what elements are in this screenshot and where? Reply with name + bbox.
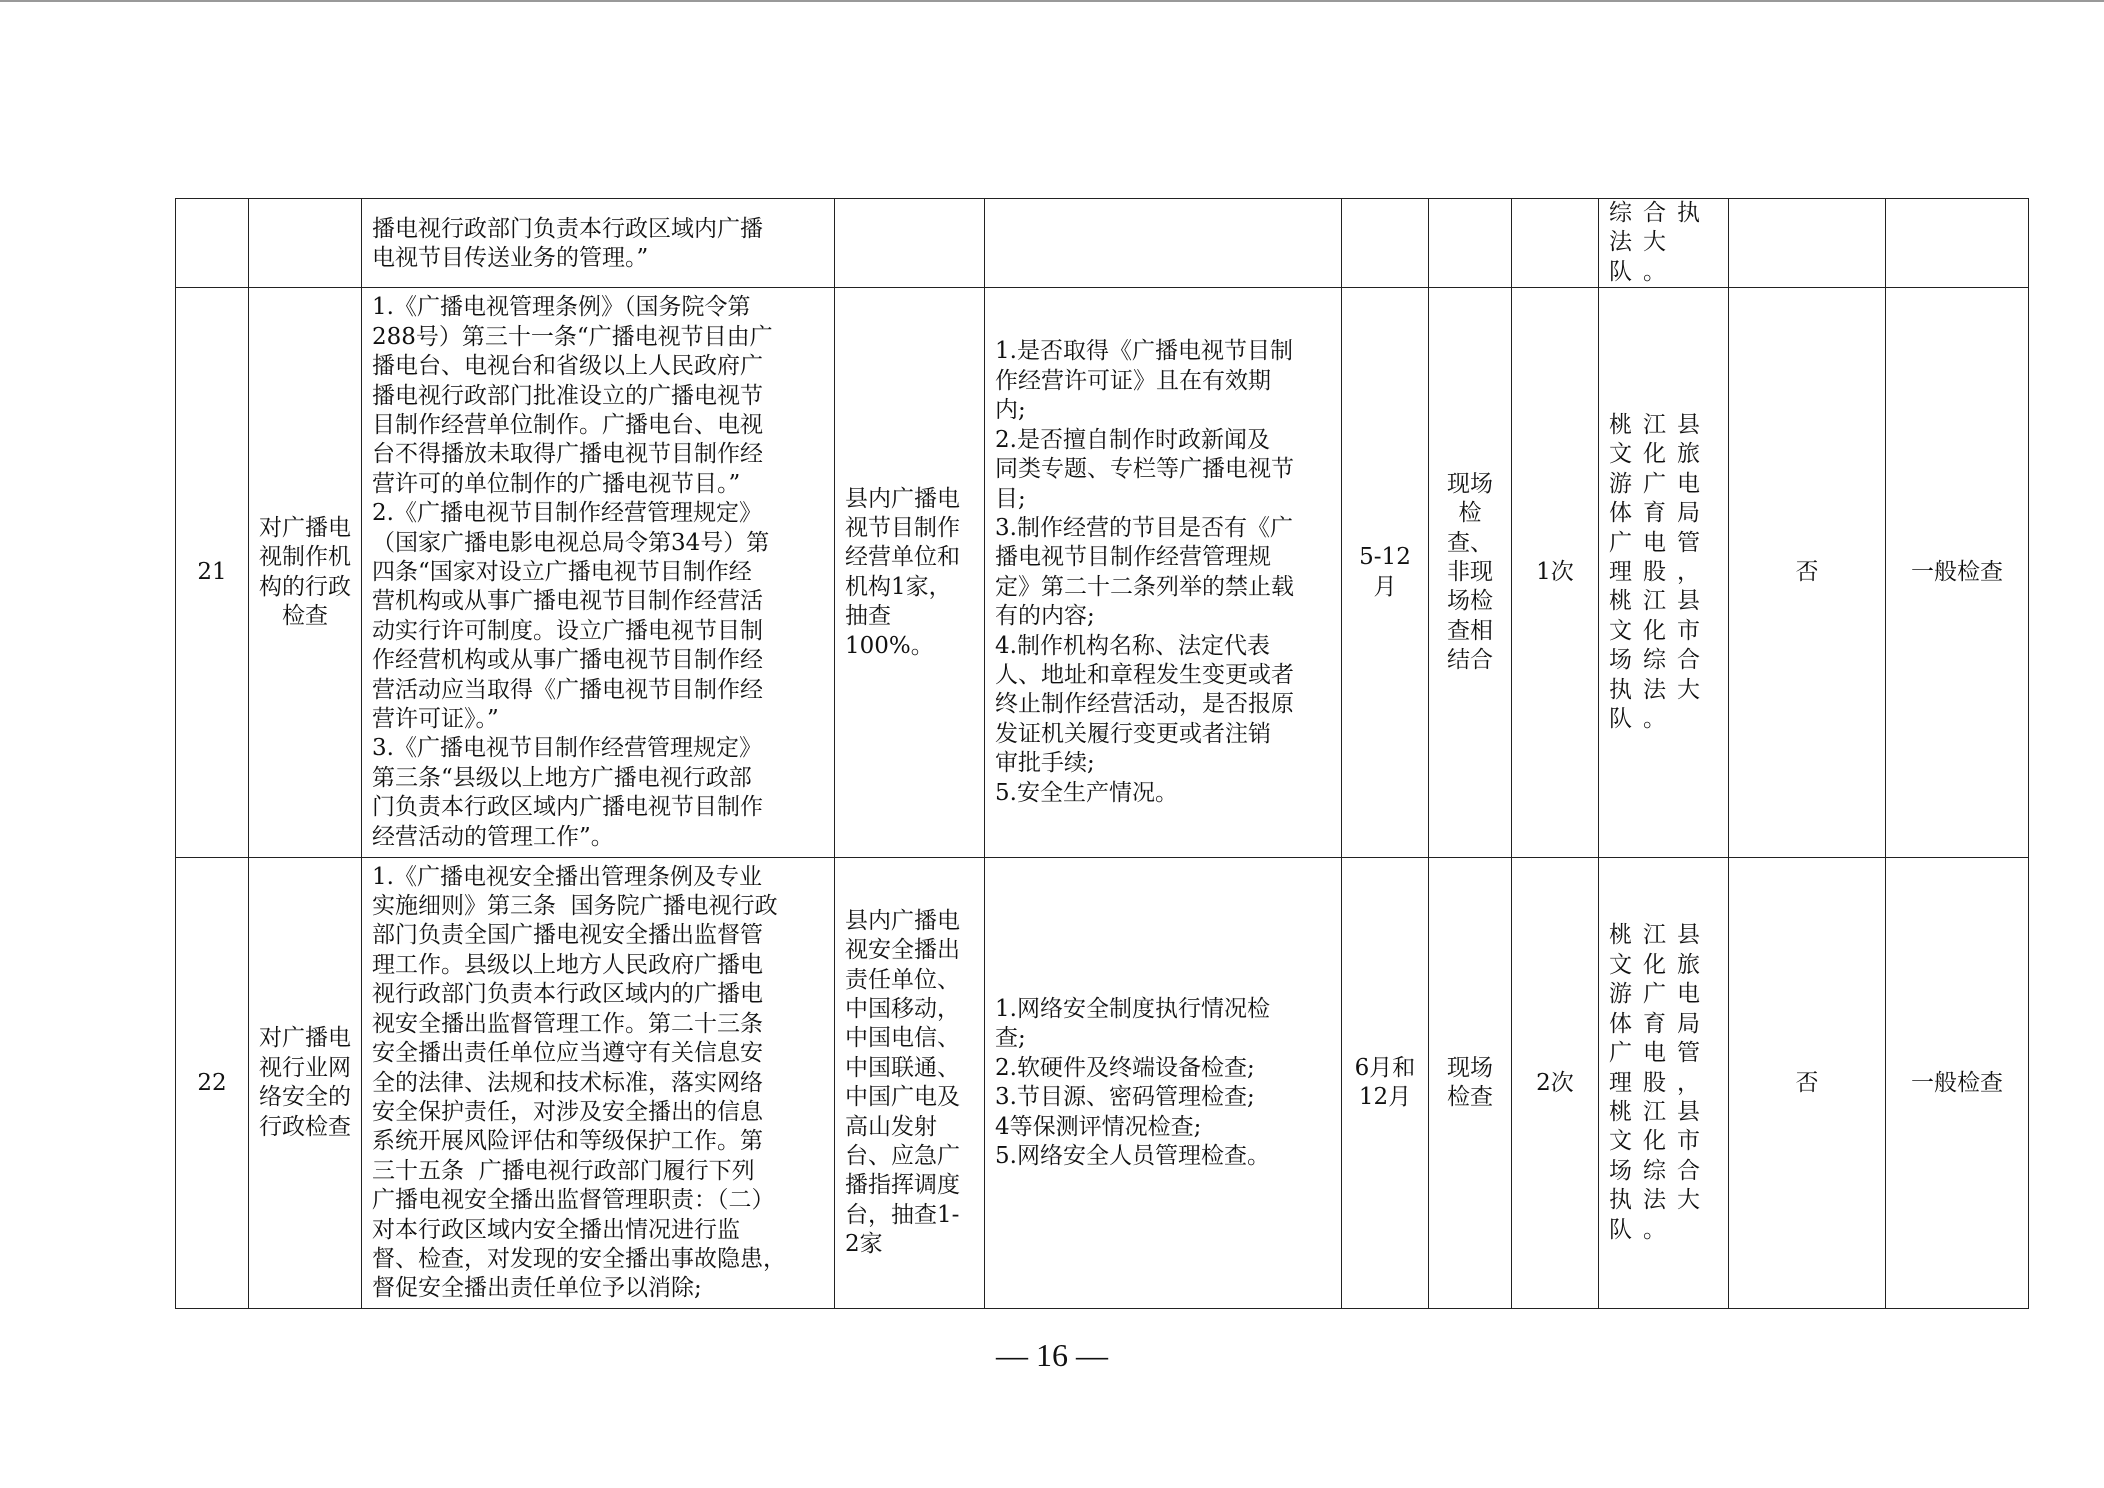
inspection-content-line: 5.安全生产情况。 xyxy=(995,779,1178,806)
inspection-content-line: 审批手续; xyxy=(995,750,1095,777)
inspection-object-cell: 县内广播电视安全播出责任单位、中国移动，中国电信、中国联通、中国广电及高山发射台、应急广播指挥调度台，抽查1-2家 xyxy=(835,858,985,1309)
legal-basis-line: 广播电视安全播出监督管理职责：（二） xyxy=(372,1187,775,1214)
legal-basis-line: 对本行政区域内安全播出情况进行监 xyxy=(372,1216,740,1243)
inspection-content-line: 播电视节目制作经营管理规 xyxy=(995,544,1271,571)
row-number-cell: 22 xyxy=(176,858,249,1309)
row-number-cell: 21 xyxy=(176,288,249,858)
legal-basis-line: 督促安全播出责任单位予以消除; xyxy=(372,1275,702,1302)
legal-basis-line: 1.《广播电视安全播出管理条例及专业 xyxy=(372,863,762,890)
legal-basis-line: 营许可的单位制作的广播电视节目。” xyxy=(372,470,741,497)
legal-basis-line: 安全保护责任，对涉及安全播出的信息 xyxy=(372,1098,763,1125)
inspection-content-line: 5.网络安全人员管理检查。 xyxy=(995,1143,1270,1170)
legal-basis-line: 视行政部门负责本行政区域内的广播电 xyxy=(372,981,763,1008)
inspection-time-cell: 6月和12月 xyxy=(1342,858,1429,1309)
legal-basis-line: 营机构或从事广播电视节目制作经营活 xyxy=(372,588,763,615)
inspection-content-line: 2.是否擅自制作时政新闻及 xyxy=(995,426,1270,453)
inspection-content-line: 终止制作经营活动，是否报原 xyxy=(995,691,1294,718)
legal-basis-line: 目制作经营单位制作。广播电台、电视 xyxy=(372,411,763,438)
legal-basis-line: 督、检查，对发现的安全播出事故隐患， xyxy=(372,1245,786,1272)
legal-basis-line: 播电台、电视台和省级以上人民政府广 xyxy=(372,353,763,380)
legal-basis-line: 理工作。县级以上地方人民政府广播电 xyxy=(372,951,763,978)
inspection-object-cell: 县内广播电视节目制作经营单位和机构1家，抽查100%。 xyxy=(835,288,985,858)
inspection-time-cell xyxy=(1342,199,1429,288)
inspection-content-line: 4等保测评情况检查; xyxy=(995,1113,1202,1140)
joint-inspection-cell: 否 xyxy=(1729,288,1886,858)
inspection-object-cell xyxy=(835,199,985,288)
legal-basis-line: 全的法律、法规和技术标准，落实网络 xyxy=(372,1069,763,1096)
legal-basis-line: 安全播出责任单位应当遵守有关信息安 xyxy=(372,1040,763,1067)
legal-basis-line: 动实行许可制度。设立广播电视节目制 xyxy=(372,617,763,644)
legal-basis-line: 营许可证》。” xyxy=(372,706,499,733)
legal-basis-line: 播电视行政部门批准设立的广播电视节 xyxy=(372,382,763,409)
legal-basis-cell xyxy=(362,858,835,1309)
legal-basis-line: 3.《广播电视节目制作经营管理规定》 xyxy=(372,735,762,762)
legal-basis-cell xyxy=(362,288,835,858)
inspection-method-cell xyxy=(1429,199,1512,288)
inspection-content-line: 3.制作经营的节目是否有《广 xyxy=(995,514,1293,541)
inspection-item-cell: 对广播电视行业网络安全的行政检查 xyxy=(249,858,362,1309)
legal-basis-line: 经营活动的管理工作”。 xyxy=(372,823,614,850)
inspection-content-line: 作经营许可证》且在有效期 xyxy=(995,367,1271,394)
row-number-cell xyxy=(176,199,249,288)
legal-basis-line: 2.《广播电视节目制作经营管理规定》 xyxy=(372,500,762,527)
legal-basis-line: 第三条“县级以上地方广播电视行政部 xyxy=(372,764,752,791)
legal-basis-line: 部门负责全国广播电视安全播出监督管 xyxy=(372,922,763,949)
legal-basis-line: 作经营机构或从事广播电视节目制作经 xyxy=(372,647,763,674)
legal-basis-line: 288号）第三十一条“广播电视节目由广 xyxy=(372,323,773,350)
inspection-method-cell: 现场检查 xyxy=(1429,858,1512,1309)
responsible-department-cell: 桃江县文化旅游广电体育局广电管理股，桃江县文化市场综合执法大队。 xyxy=(1599,288,1729,858)
responsible-department-cell: 桃江县文化旅游广电体育局广电管理股，桃江县文化市场综合执法大队。 xyxy=(1599,858,1729,1309)
inspection-content-line: 有的内容; xyxy=(995,603,1095,630)
page-top-edge xyxy=(0,0,2104,2)
legal-basis-line: 实施细则》第三条 国务院广播电视行政 xyxy=(372,893,778,920)
page-number: — 16 — xyxy=(996,1337,1108,1373)
inspection-content-line: 同类专题、专栏等广播电视节 xyxy=(995,456,1294,483)
inspection-content-line: 查; xyxy=(995,1025,1026,1052)
inspection-content-line: 1.网络安全制度执行情况检 xyxy=(995,996,1270,1022)
responsible-department-cell: 综合执法大队。 xyxy=(1599,199,1729,288)
inspection-table xyxy=(175,198,2029,1309)
inspection-item-cell xyxy=(249,199,362,288)
inspection-content-line: 人、地址和章程发生变更或者 xyxy=(995,661,1294,688)
inspection-frequency-cell: 1次 xyxy=(1512,288,1599,858)
inspection-frequency-cell: 2次 xyxy=(1512,858,1599,1309)
inspection-content-line: 2.软硬件及终端设备检查; xyxy=(995,1054,1255,1081)
legal-basis-line: 营活动应当取得《广播电视节目制作经 xyxy=(372,676,763,703)
legal-basis-line: 门负责本行政区域内广播电视节目制作 xyxy=(372,794,763,821)
inspection-type-cell: 一般检查 xyxy=(1886,858,2029,1309)
inspection-type-cell: 一般检查 xyxy=(1886,288,2029,858)
inspection-content-cell xyxy=(985,199,1342,288)
legal-basis-line: （国家广播电影电视总局令第34号）第 xyxy=(372,529,770,556)
joint-inspection-cell xyxy=(1729,199,1886,288)
inspection-content-cell xyxy=(985,858,1342,1309)
inspection-content-line: 定》第二十二条列举的禁止载 xyxy=(995,573,1294,600)
legal-basis-line: 四条“国家对设立广播电视节目制作经 xyxy=(372,559,752,586)
inspection-content-line: 1.是否取得《广播电视节目制 xyxy=(995,338,1293,365)
table-row-21 xyxy=(176,288,2029,858)
inspection-content-line: 发证机关履行变更或者注销 xyxy=(995,720,1271,747)
legal-basis-line: 三十五条 广播电视行政部门履行下列 xyxy=(372,1157,755,1184)
legal-basis-line: 系统开展风险评估和等级保护工作。第 xyxy=(372,1128,763,1155)
legal-basis-line: 播电视行政部门负责本行政区域内广播 xyxy=(372,215,763,242)
inspection-time-cell: 5-12月 xyxy=(1342,288,1429,858)
inspection-item-cell: 对广播电视制作机构的行政检查 xyxy=(249,288,362,858)
inspection-type-cell xyxy=(1886,199,2029,288)
table-row-22 xyxy=(176,858,2029,1309)
legal-basis-line: 视安全播出监督管理工作。第二十三条 xyxy=(372,1010,763,1037)
inspection-content-line: 目; xyxy=(995,485,1026,512)
inspection-content-cell xyxy=(985,288,1342,858)
legal-basis-line: 1.《广播电视管理条例》（国务院令第 xyxy=(372,294,751,321)
inspection-content-line: 内; xyxy=(995,397,1026,424)
inspection-content-line: 4.制作机构名称、法定代表 xyxy=(995,632,1270,659)
legal-basis-cell xyxy=(362,199,835,288)
legal-basis-line: 台不得播放未取得广播电视节目制作经 xyxy=(372,441,763,468)
inspection-content-line: 3.节目源、密码管理检查; xyxy=(995,1084,1255,1111)
legal-basis-line: 电视节目传送业务的管理。” xyxy=(372,245,649,272)
inspection-frequency-cell xyxy=(1512,199,1599,288)
table-row-continued xyxy=(176,199,2029,288)
inspection-method-cell: 现场检查、非现场检查相结合 xyxy=(1429,288,1512,858)
joint-inspection-cell: 否 xyxy=(1729,858,1886,1309)
